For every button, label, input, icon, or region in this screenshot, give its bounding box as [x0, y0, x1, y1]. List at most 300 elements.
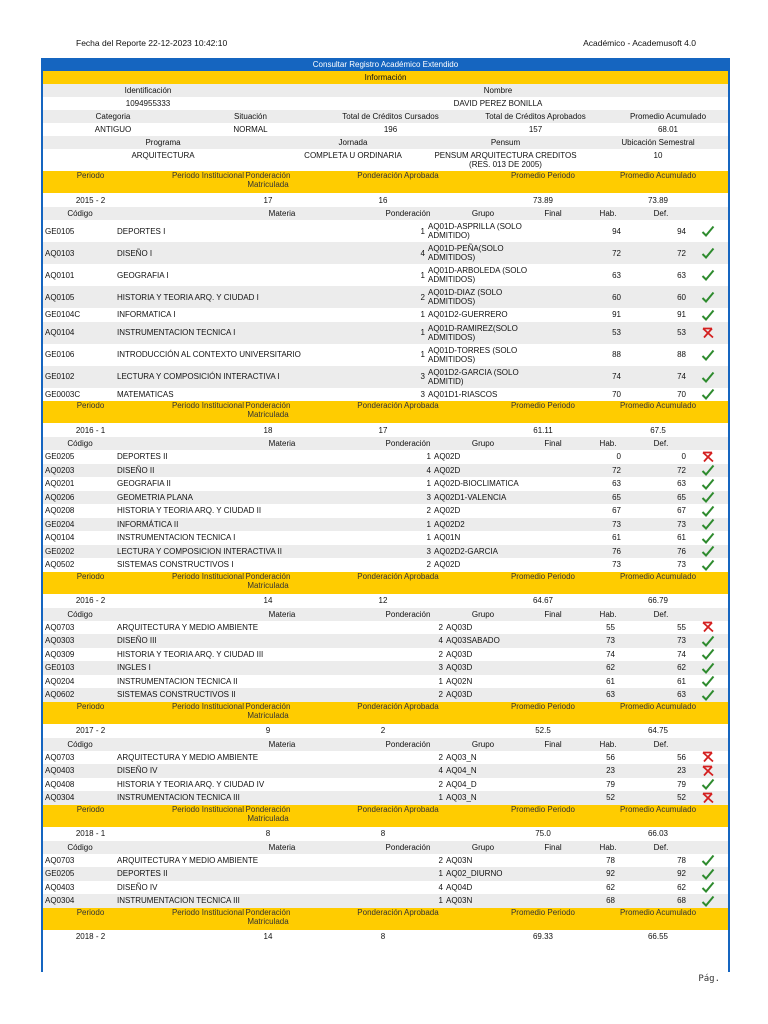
course-ponderacion: 3: [426, 492, 431, 502]
situacion-value: NORMAL: [233, 125, 268, 134]
period-col-matriculada: Ponderación Matriculada: [245, 401, 291, 419]
table-row: [43, 648, 728, 662]
course-def: 63: [677, 270, 686, 280]
pensum-value: PENSUM ARQUITECTURA CREDITOS (RES. 013 DE 2005): [434, 151, 577, 169]
course-ponderacion: 2: [426, 560, 431, 570]
course-ponderacion: 4: [438, 636, 443, 646]
course-def: 61: [677, 533, 686, 543]
course-code: AQ0103: [45, 248, 75, 258]
course-group: AQ03D: [446, 690, 473, 700]
course-col-final: Final: [544, 842, 562, 852]
check-icon: [701, 635, 715, 647]
course-code: GE0205: [45, 869, 75, 879]
info-values-row-2: [43, 123, 728, 136]
course-ponderacion: 1: [420, 226, 425, 236]
course-col-codigo: Código: [67, 609, 93, 619]
table-row: [43, 621, 728, 635]
course-ponderacion: 1: [420, 310, 425, 320]
matriculada-value: 14: [263, 596, 273, 605]
promedio-periodo-value: 52.5: [535, 726, 551, 735]
course-ponderacion: 1: [426, 479, 431, 489]
fail-icon: [701, 792, 715, 804]
course-final: 23: [606, 766, 615, 776]
course-col-materia: Materia: [268, 439, 296, 448]
period-col-acumulado: Promedio Acumulado: [619, 701, 697, 711]
course-group: AQ03N: [446, 896, 473, 906]
course-group: AQ02D: [434, 465, 461, 475]
table-row: [43, 308, 728, 322]
check-icon: [701, 291, 715, 303]
course-group: AQ02D2-GARCIA: [434, 546, 499, 556]
course-name: INTRODUCCIÓN AL CONTEXTO UNIVERSITARIO: [117, 350, 301, 359]
fail-icon: [701, 765, 715, 777]
period-col-matriculada: Ponderación Matriculada: [245, 571, 291, 590]
table-row: [43, 531, 728, 545]
course-col-ponderacion: Ponderación: [385, 209, 431, 218]
course-ponderacion: 1: [420, 350, 425, 359]
course-ponderacion: 1: [426, 519, 431, 529]
course-col-materia: Materia: [268, 739, 296, 749]
period-header-row: [43, 572, 728, 594]
course-ponderacion: 2: [438, 752, 443, 762]
course-name: ARQUITECTURA Y MEDIO AMBIENTE: [117, 752, 259, 762]
course-name: DISEÑO I: [117, 248, 153, 258]
name-value: DAVID PEREZ BONILLA: [453, 99, 543, 108]
period-value: 2018 - 2: [75, 932, 106, 941]
course-header-row: [43, 841, 728, 854]
period-col-promedio: Promedio Periodo: [510, 171, 576, 180]
course-def: 65: [677, 492, 686, 502]
period-value: 2018 - 1: [75, 829, 106, 838]
course-group: AQ01D-TORRES (SOLO ADMITIDOS): [428, 345, 518, 364]
period-col-promedio: Promedio Periodo: [510, 701, 576, 711]
matriculada-value: 8: [265, 829, 271, 838]
course-name: MATEMATICAS: [117, 389, 174, 399]
period-col-aprobada: Ponderación Aprobada: [357, 401, 439, 410]
course-col-codigo: Código: [67, 739, 93, 749]
promedio-acumulado-value: 66.03: [647, 829, 669, 838]
course-name: SISTEMAS CONSTRUCTIVOS II: [117, 690, 236, 700]
period-summary-row: [43, 423, 728, 437]
course-col-final: Final: [544, 439, 562, 448]
course-code: AQ0206: [45, 492, 75, 502]
course-name: HISTORIA Y TEORIA ARQ. Y CIUDAD III: [117, 649, 264, 659]
period-col-institucional: Periodo Institucional: [171, 907, 245, 917]
course-name: DEPORTES II: [117, 452, 168, 462]
check-icon: [701, 518, 715, 530]
promedio-acumulado-value: 64.75: [647, 726, 669, 735]
course-ponderacion: 1: [438, 676, 443, 686]
course-col-hab: Hab.: [599, 209, 617, 218]
course-col-ponderacion: Ponderación: [385, 439, 431, 448]
course-col-grupo: Grupo: [471, 439, 495, 448]
course-ponderacion: 1: [438, 793, 443, 803]
course-code: AQ0703: [45, 752, 75, 762]
course-group: AQ01D-DIAZ (SOLO ADMITIDOS): [428, 288, 503, 306]
course-code: AQ0204: [45, 676, 75, 686]
course-name: DISEÑO II: [117, 465, 155, 475]
aprobada-value: 8: [380, 829, 386, 838]
period-col-acumulado: Promedio Acumulado: [619, 571, 697, 581]
categoria-value: ANTIGUO: [94, 125, 132, 134]
check-icon: [701, 689, 715, 701]
table-row: [43, 791, 728, 805]
course-code: GE0104C: [45, 310, 81, 320]
promedio-periodo-value: 61.11: [533, 425, 553, 435]
course-group: AQ01D2-GUERRERO: [428, 310, 508, 320]
course-final: 55: [606, 622, 615, 632]
fail-icon: [701, 751, 715, 763]
info-section-title: Información: [43, 71, 728, 84]
course-final: 53: [612, 328, 621, 337]
course-group: AQ04_D: [446, 779, 477, 789]
course-def: 73: [677, 560, 686, 570]
ubicacion-value: 10: [653, 151, 663, 160]
course-col-grupo: Grupo: [471, 842, 495, 852]
check-icon: [701, 559, 715, 571]
period-col-acumulado: Promedio Acumulado: [619, 171, 697, 180]
check-icon: [701, 371, 715, 383]
situacion-label: Situación: [234, 112, 267, 121]
course-final: 63: [612, 479, 621, 489]
course-col-codigo: Código: [67, 209, 93, 218]
period-col-matriculada: Ponderación Matriculada: [245, 171, 291, 189]
id-label: Identificación: [124, 86, 172, 95]
course-def: 78: [677, 855, 686, 865]
course-final: 63: [612, 270, 621, 280]
period-col-aprobada: Ponderación Aprobada: [357, 907, 439, 917]
period-col-acumulado: Promedio Acumulado: [619, 401, 697, 410]
promedio-value: 68.01: [657, 125, 679, 134]
course-final: 91: [612, 310, 621, 320]
course-group: AQ02_DIURNO: [446, 869, 503, 879]
period-col-aprobada: Ponderación Aprobada: [357, 571, 439, 581]
course-ponderacion: 2: [438, 855, 443, 865]
promedio-acumulado-value: 66.55: [647, 932, 669, 941]
course-col-codigo: Código: [67, 842, 93, 852]
table-row: [43, 661, 728, 675]
table-row: [43, 894, 728, 908]
promedio-acumulado-value: 66.79: [647, 596, 669, 605]
course-name: DISEÑO IV: [117, 766, 158, 776]
categoria-label: Categoria: [95, 112, 131, 121]
course-code: AQ0703: [45, 622, 75, 632]
aprobados-value: 157: [528, 125, 543, 134]
course-col-def: Def.: [653, 842, 669, 852]
check-icon: [701, 464, 715, 476]
course-group: AQ02D: [434, 452, 461, 462]
table-row: [43, 388, 728, 402]
period-col-periodo: Periodo: [76, 401, 105, 410]
period-col-institucional: Periodo Institucional: [171, 171, 245, 180]
period-value: 2016 - 1: [75, 425, 106, 435]
course-group: AQ03D: [446, 663, 473, 673]
course-code: AQ0104: [45, 533, 75, 543]
course-name: INFORMATICA I: [117, 310, 176, 320]
course-name: GEOGRAFIA II: [117, 479, 171, 489]
info-values-row-1: [43, 97, 728, 110]
promedio-acumulado-value: 73.89: [647, 195, 669, 205]
course-col-grupo: Grupo: [471, 609, 495, 619]
check-icon: [701, 895, 715, 907]
course-final: 74: [612, 372, 621, 381]
course-def: 72: [677, 248, 686, 258]
pensum-label: Pensum: [490, 138, 521, 147]
course-code: GE0106: [45, 350, 75, 359]
course-ponderacion: 1: [420, 328, 425, 337]
course-code: AQ0101: [45, 270, 75, 280]
course-final: 0: [616, 452, 621, 462]
course-code: AQ0502: [45, 560, 75, 570]
course-name: INSTRUMENTACION TECNICA I: [117, 533, 236, 543]
course-header-row: [43, 608, 728, 621]
table-row: [43, 242, 728, 264]
course-final: 67: [612, 506, 621, 516]
page-title: Consultar Registro Académico Extendido: [43, 58, 728, 71]
course-code: AQ0104: [45, 328, 75, 337]
check-icon: [701, 388, 715, 400]
period-summary-row: [43, 193, 728, 207]
course-header-row: [43, 738, 728, 751]
course-def: 91: [677, 310, 686, 320]
course-final: 65: [612, 492, 621, 502]
course-name: INSTRUMENTACION TECNICA III: [117, 793, 240, 803]
table-row: [43, 764, 728, 778]
course-col-def: Def.: [653, 209, 669, 218]
course-def: 88: [677, 350, 686, 359]
course-def: 62: [677, 882, 686, 892]
course-code: GE0105: [45, 226, 75, 236]
course-def: 0: [681, 452, 686, 462]
course-ponderacion: 3: [426, 546, 431, 556]
table-row: [43, 322, 728, 344]
course-group: AQ03_N: [446, 752, 477, 762]
course-name: DEPORTES I: [117, 226, 166, 236]
course-name: DISEÑO III: [117, 636, 157, 646]
course-col-grupo: Grupo: [471, 739, 495, 749]
course-group: AQ04D: [446, 882, 473, 892]
promedio-label: Promedio Acumulado: [629, 112, 707, 121]
period-value: 2015 - 2: [75, 195, 106, 205]
course-code: AQ0408: [45, 779, 75, 789]
course-code: AQ0309: [45, 649, 75, 659]
periods-list: [43, 171, 728, 944]
course-def: 60: [677, 292, 686, 302]
table-row: [43, 688, 728, 702]
jornada-label: Jornada: [338, 138, 368, 147]
info-labels-row-1: [43, 84, 728, 97]
jornada-value: COMPLETA U ORDINARIA: [304, 151, 402, 160]
course-def: 72: [677, 465, 686, 475]
fail-icon: [701, 621, 715, 633]
course-col-def: Def.: [653, 739, 669, 749]
course-final: 62: [606, 663, 615, 673]
fail-icon: [701, 451, 715, 463]
check-icon: [701, 778, 715, 790]
table-row: [43, 477, 728, 491]
course-def: 62: [677, 663, 686, 673]
check-icon: [701, 675, 715, 687]
cursados-label: Total de Créditos Cursados: [342, 112, 439, 121]
course-final: 62: [606, 882, 615, 892]
check-icon: [701, 478, 715, 490]
course-ponderacion: 1: [426, 452, 431, 462]
period-summary-row: [43, 930, 728, 944]
period-col-promedio: Promedio Periodo: [510, 907, 576, 917]
course-final: 73: [612, 519, 621, 529]
course-final: 94: [612, 226, 621, 236]
course-code: GE0202: [45, 546, 75, 556]
course-ponderacion: 4: [420, 248, 425, 258]
course-group: AQ02D2: [434, 519, 465, 529]
course-final: 92: [606, 869, 615, 879]
course-group: AQ03D: [446, 649, 473, 659]
course-name: LECTURA Y COMPOSICIÓN INTERACTIVA I: [117, 372, 280, 381]
course-code: AQ0304: [45, 896, 75, 906]
matriculada-value: 18: [263, 425, 273, 435]
course-ponderacion: 1: [420, 270, 425, 280]
course-ponderacion: 3: [420, 389, 425, 399]
course-def: 73: [677, 636, 686, 646]
course-col-hab: Hab.: [599, 842, 617, 852]
period-col-matriculada: Ponderación Matriculada: [245, 907, 291, 926]
promedio-acumulado-value: 67.5: [650, 425, 666, 435]
course-final: 61: [606, 676, 615, 686]
table-row: [43, 854, 728, 868]
course-group: AQ03D: [446, 622, 473, 632]
course-name: HISTORIA Y TEORIA ARQ. Y CIUDAD I: [117, 292, 259, 302]
promedio-periodo-value: 64.67: [532, 596, 554, 605]
table-row: [43, 464, 728, 478]
table-row: [43, 366, 728, 388]
course-code: AQ0403: [45, 882, 75, 892]
period-col-institucional: Periodo Institucional: [171, 804, 245, 814]
period-summary-row: [43, 594, 728, 608]
course-name: INGLES I: [117, 663, 151, 673]
check-icon: [701, 269, 715, 281]
course-final: 76: [612, 546, 621, 556]
course-def: 92: [677, 869, 686, 879]
course-code: GE0102: [45, 372, 75, 381]
period-col-promedio: Promedio Periodo: [510, 401, 576, 410]
table-row: [43, 344, 728, 366]
course-def: 94: [677, 226, 686, 236]
course-col-final: Final: [544, 739, 562, 749]
check-icon: [701, 662, 715, 674]
course-col-ponderacion: Ponderación: [385, 842, 431, 852]
aprobada-value: 8: [380, 932, 386, 941]
course-header-row: [43, 437, 728, 450]
course-ponderacion: 1: [438, 896, 443, 906]
course-final: 70: [612, 389, 621, 399]
course-final: 73: [612, 560, 621, 570]
course-name: GEOGRAFIA I: [117, 270, 169, 280]
course-final: 56: [606, 752, 615, 762]
course-col-hab: Hab.: [599, 739, 617, 749]
table-row: [43, 558, 728, 572]
course-group: AQ01D1-RIASCOS: [428, 389, 498, 399]
info-values-row-3: [43, 149, 728, 171]
course-group: AQ02D: [434, 560, 461, 570]
report-header: [76, 38, 696, 52]
period-value: 2016 - 2: [75, 596, 106, 605]
course-def: 53: [677, 328, 686, 337]
course-col-def: Def.: [653, 609, 669, 619]
matriculada-value: 17: [263, 195, 273, 205]
course-group: AQ03SABADO: [446, 636, 500, 646]
course-name: HISTORIA Y TEORIA ARQ. Y CIUDAD II: [117, 506, 262, 516]
fail-icon: [701, 327, 715, 339]
period-col-aprobada: Ponderación Aprobada: [357, 171, 439, 180]
course-def: 76: [677, 546, 686, 556]
course-ponderacion: 4: [438, 766, 443, 776]
course-def: 70: [677, 389, 686, 399]
academic-record-frame: [41, 58, 730, 972]
course-group: AQ01D-RAMIREZ(SOLO ADMITIDOS): [428, 323, 518, 342]
period-col-periodo: Periodo: [76, 701, 105, 711]
period-col-promedio: Promedio Periodo: [510, 571, 576, 581]
check-icon: [701, 349, 715, 361]
course-name: INSTRUMENTACION TECNICA III: [117, 896, 240, 906]
course-group: AQ02D: [434, 506, 461, 516]
course-code: AQ0703: [45, 855, 75, 865]
course-code: GE0103: [45, 663, 75, 673]
period-summary-row: [43, 827, 728, 841]
period-col-aprobada: Ponderación Aprobada: [357, 701, 439, 711]
course-col-def: Def.: [653, 439, 669, 448]
period-header-row: [43, 702, 728, 724]
check-icon: [701, 505, 715, 517]
course-code: AQ0105: [45, 292, 75, 302]
course-name: ARQUITECTURA Y MEDIO AMBIENTE: [117, 622, 259, 632]
course-group: AQ02N: [446, 676, 473, 686]
period-header-row: [43, 171, 728, 193]
course-ponderacion: 2: [438, 622, 443, 632]
course-group: AQ04_N: [446, 766, 477, 776]
course-ponderacion: 4: [426, 465, 431, 475]
course-name: ARQUITECTURA Y MEDIO AMBIENTE: [117, 855, 259, 865]
course-final: 79: [606, 779, 615, 789]
period-col-promedio: Promedio Periodo: [510, 804, 576, 814]
check-icon: [701, 868, 715, 880]
course-col-final: Final: [544, 209, 562, 218]
course-group: AQ03_N: [446, 793, 477, 803]
course-ponderacion: 2: [426, 506, 431, 516]
course-final: 60: [612, 292, 621, 302]
aprobada-value: 12: [378, 596, 388, 605]
course-final: 78: [606, 855, 615, 865]
app-name: Académico - Academusoft 4.0: [583, 38, 696, 48]
course-code: AQ0403: [45, 766, 75, 776]
period-summary-row: [43, 724, 728, 738]
check-icon: [701, 491, 715, 503]
course-col-materia: Materia: [268, 209, 296, 218]
cursados-value: 196: [383, 125, 398, 134]
course-final: 72: [612, 465, 621, 475]
period-col-institucional: Periodo Institucional: [171, 571, 245, 581]
period-col-aprobada: Ponderación Aprobada: [357, 804, 439, 814]
info-labels-row-2: [43, 110, 728, 123]
course-col-codigo: Código: [67, 439, 93, 448]
course-group: AQ01N: [434, 533, 461, 543]
course-ponderacion: 2: [420, 292, 425, 302]
course-name: INSTRUMENTACION TECNICA I: [117, 328, 236, 337]
course-code: GE0003C: [45, 389, 81, 399]
matriculada-value: 9: [265, 726, 271, 735]
course-col-materia: Materia: [268, 842, 296, 852]
table-row: [43, 881, 728, 895]
aprobados-label: Total de Créditos Aprobados: [485, 112, 586, 121]
